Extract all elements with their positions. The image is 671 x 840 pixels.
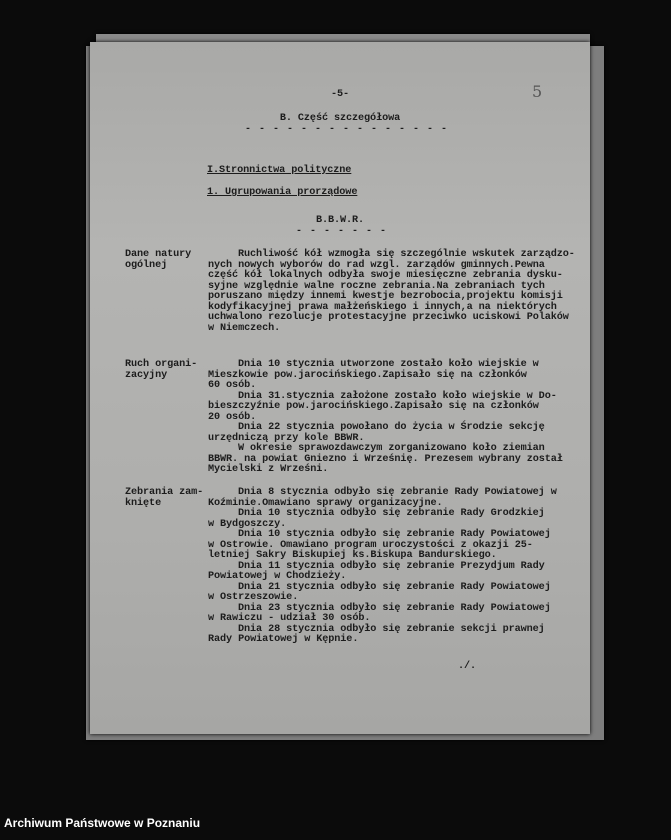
section-label-line: Dane natury [125,249,192,260]
text-line: poruszano między innemi kwestje bezrobocia,projektu komisji [208,291,563,302]
paragraph [208,509,557,530]
paragraph [208,360,563,392]
text-line: nych nowych wyborów do rad wzgl. zarządów gminnych.Pewna [208,259,545,271]
org-dash-rule: - - - - - - - [296,226,388,237]
text-line: Dnia 10 stycznia utworzone zostało koło wiejskie w [238,359,539,370]
text-line: 20 osób. [208,411,257,423]
title-dash-rule: - - - - - - - - - - - - - - - [245,124,449,135]
text-line: urzędniczą przy kole BBWR. [208,432,365,444]
text-line: Ruchliwość kół wzmogła się szczególnie wskutek zarządzo- [238,249,575,260]
handwritten-page-number: 5 [532,82,543,101]
text-line: w Ostrowie. Omawiano program uroczystości z okazji 25- [208,539,533,551]
text-line: kodyfikacyjnej prawa małżeńskiego i innych,a na niektórych [208,301,557,313]
text-line: w Bydgoszczy. [208,518,287,530]
paragraph [208,604,557,625]
paragraph [208,250,575,334]
section-body [208,488,557,646]
text-line: Dnia 10 stycznia odbyło się zebranie Rady Grodzkiej [238,508,545,519]
section-body [208,250,575,334]
text-line: w Ostrzeszowie. [208,592,299,603]
text-line: uchwalono rezolucje protestacyjne przeciwko uciskowi Polaków [208,312,569,323]
text-line: Mycielski z Wrześni. [208,464,329,475]
text-line: w Niemczech. [208,322,281,334]
section-label-line: zacyjny [125,369,168,381]
text-line: 60 osób. [208,380,257,391]
org-title: B.B.W.R. [315,215,365,226]
text-line: Dnia 28 stycznia odbyło się zebranie sekcji prawnej [238,623,545,635]
paragraph [208,530,557,562]
section-label-line: ogólnej [125,259,168,271]
paragraph [208,423,563,444]
text-line: W okresie sprawozdawczym zorganizowano koło ziemian [238,443,545,454]
text-line: Dnia 22 stycznia powołano do życia w Środzie sekcję [238,422,545,433]
paragraph [208,625,557,646]
page-number: -5- [330,89,350,100]
text-line: Dnia 8 stycznia odbyło się zebranie Rady Powiatowej w [238,487,557,498]
paragraph [208,444,563,476]
end-mark: ./. [458,661,477,672]
paragraph [208,488,557,509]
text-line: Dnia 21 stycznia odbyło się zebranie Rady Powiatowej [238,581,551,593]
section-label [125,488,203,509]
text-line: w Rawiczu - udział 30 osób. [208,613,371,624]
heading-pro-government-groups: 1. Ugrupowania prorządowe [207,187,358,198]
heading-political-parties: I.Stronnictwa polityczne [207,165,352,176]
paragraph [208,392,563,424]
document-page [90,42,590,734]
text-line: Dnia 31.stycznia założone zostało koło wiejskie w Do- [238,390,557,402]
text-line: Rady Powiatowej w Kępnie. [208,634,359,645]
text-line: Dnia 23 stycznia odbyło się zebranie Rady Powiatowej [238,602,551,614]
text-line: Mieszkowie pow.jarocińskiego.Zapisało się na członków [208,369,527,381]
text-line: Koźminie.Omawiano sprawy organizacyjne. [208,497,443,509]
section-label-line: Zebrania zam- [125,487,204,498]
section-label [125,360,197,381]
section-label [125,250,191,271]
section-label-line: knięte [125,497,162,509]
text-line: bieszczyźnie pow.jarocińskiego.Zapisało się na członków [208,401,539,412]
text-line: część kół lokalnych odbyła swoje miesięczne zebrania dysku- [208,270,563,281]
archive-footer: Archiwum Państwowe w Poznaniu [4,816,201,830]
paragraph [208,562,557,583]
text-line: syjne względnie walne roczne zebrania.Na zebraniach tych [208,280,545,292]
text-line: letniej Sakry Biskupiej ks.Biskupa Bandurskiego. [208,550,497,561]
section-label-line: Ruch organi- [125,359,198,370]
text-line: Dnia 10 stycznia odbyło się zebranie Rady Powiatowej [238,529,551,540]
text-line: Dnia 11 stycznia odbyło się zebranie Prezydjum Rady [238,560,545,572]
section-body [208,360,563,476]
section-title: B. Część szczegółowa [279,113,401,124]
paragraph [208,583,557,604]
text-line: BBWR. na powiat Gniezno i Wrześnię. Prezesem wybrany został [208,453,563,465]
text-line: Powiatowej w Chodzieży. [208,571,347,582]
